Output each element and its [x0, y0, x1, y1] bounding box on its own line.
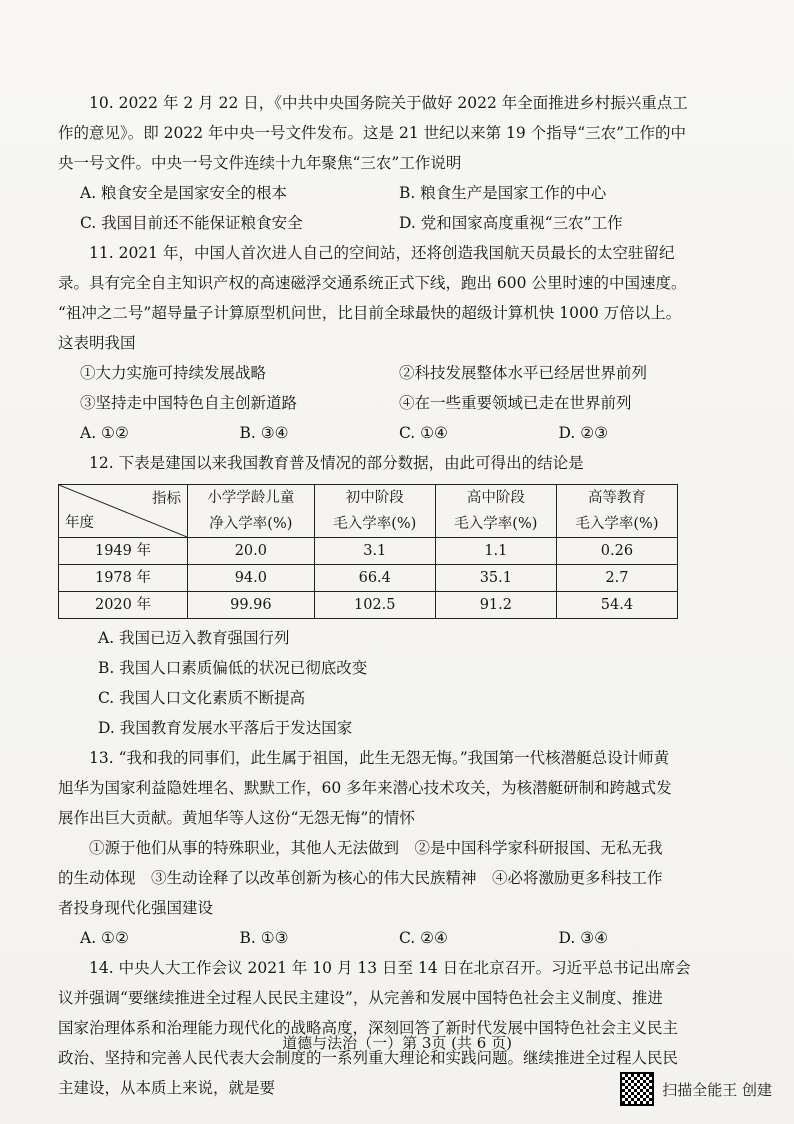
q13-stem-line-1: 13. “我和我的同事们，此生属于祖国，此生无怨无悔。”我国第一代核潜艇总设计师黄	[89, 749, 670, 767]
q12-option-b: B. 我国人口素质偏低的状况已彻底改变	[98, 659, 368, 677]
table-cell: 2.7	[556, 565, 677, 592]
q11-option-b: B. ③④	[239, 424, 289, 442]
question-14	[58, 953, 718, 1103]
page-footer: 道德与法治（一）第 3页 (共 6 页)	[282, 1034, 512, 1052]
q14-stem-line-5: 主建设，从本质上来说，就是要	[58, 1079, 276, 1097]
q11-option-c: C. ①④	[399, 424, 448, 442]
q11-statements	[80, 358, 718, 418]
q13-option-d: D. ③④	[558, 929, 609, 947]
q10-option-a: A. 粮食安全是国家安全的根本	[80, 184, 288, 202]
q10-option-b: B. 粮食生产是国家工作的中心	[399, 184, 607, 202]
q11-option-d: D. ②③	[558, 424, 609, 442]
header-higher-l2: 毛入学率(%)	[575, 516, 659, 532]
q13-option-b: B. ①③	[239, 929, 289, 947]
question-13	[58, 743, 718, 953]
table-cell: 66.4	[314, 565, 435, 592]
table-cell: 54.4	[556, 592, 677, 619]
q11-stem-line-2: 录。具有完全自主知识产权的高速磁浮交通系统正式下线，跑出 600 公里时速的中国速度。	[58, 274, 687, 292]
qr-code-icon	[620, 1072, 654, 1106]
header-primary-l2: 净入学率(%)	[209, 516, 293, 532]
q12-stem: 12. 下表是建国以来我国教育普及情况的部分数据，由此可得出的结论是	[89, 454, 584, 472]
header-junior-l2: 毛入学率(%)	[333, 516, 417, 532]
q12-option-d: D. 我国教育发展水平落后于发达国家	[98, 719, 353, 737]
table-cell: 1.1	[435, 538, 556, 565]
table-cell: 99.96	[188, 592, 315, 619]
question-content	[58, 88, 718, 1103]
q14-stem-line-3: 国家治理体系和治理能力现代化的战略高度，深刻回答了新时代发展中国特色社会主义民主	[58, 1019, 679, 1037]
header-primary-l1: 小学学龄儿童	[207, 490, 295, 506]
q13-statements-line-1: ①源于他们从事的特殊职业，其他人无法做到 ②是中国科学家科研报国、无私无我	[89, 839, 663, 857]
q11-options	[80, 418, 718, 448]
question-11	[58, 238, 718, 448]
table-header-row	[59, 485, 678, 538]
table-cell: 3.1	[314, 538, 435, 565]
table-row	[59, 592, 678, 619]
table-cell: 20.0	[188, 538, 315, 565]
header-higher-l1: 高等教育	[587, 490, 646, 506]
q13-stem-line-2: 旭华为国家利益隐姓埋名、默默工作，60 多年来潜心技术攻关，为核潜艇研制和跨越式发	[58, 779, 672, 797]
q13-option-c: C. ②④	[399, 929, 448, 947]
table-cell: 1978 年	[59, 565, 188, 592]
q13-statements-line-2: 的生动体现 ③生动诠释了以改革创新为核心的伟大民族精神 ④必将激励更多科技工作	[58, 869, 663, 887]
q13-options	[80, 923, 718, 953]
question-12	[58, 448, 718, 743]
q13-statements-line-3: 者投身现代化强国建设	[58, 899, 214, 917]
question-10	[58, 88, 718, 238]
q11-option-a: A. ①②	[80, 424, 129, 442]
q14-stem-line-1: 14. 中央人大工作会议 2021 年 10 月 13 日至 14 日在北京召开。习近平总书记出席会	[89, 959, 691, 977]
table-cell: 0.26	[556, 538, 677, 565]
header-senior	[435, 485, 556, 538]
q10-option-d: D. 党和国家高度重视“三农”工作	[399, 214, 623, 232]
q11-statement-4: ④在一些重要领域已走在世界前列	[399, 394, 632, 412]
q10-stem-line-2: 作的意见》。即 2022 年中央一号文件发布。这是 21 世纪以来第 19 个指导“三农”工作的中	[58, 124, 687, 142]
table-corner-cell	[59, 485, 188, 538]
table-row	[59, 565, 678, 592]
table-cell: 35.1	[435, 565, 556, 592]
q11-statement-1: ①大力实施可持续发展战略	[80, 364, 267, 382]
q13-stem-line-3: 展作出巨大贡献。黄旭华等人这份“无怨无悔”的情怀	[58, 809, 415, 827]
q10-option-c: C. 我国目前还不能保证粮食安全	[80, 214, 303, 232]
q14-stem-line-4: 政治、坚持和完善人民代表大会制度的一系列重大理论和实践问题。继续推进全过程人民民	[58, 1049, 679, 1067]
q14-stem-line-2: 议并强调“要继续推进全过程人民民主建设”，从完善和发展中国特色社会主义制度、推进	[58, 989, 663, 1007]
education-table	[58, 484, 678, 619]
header-junior	[314, 485, 435, 538]
q11-stem-line-1: 11. 2021 年，中国人首次进人自己的空间站，还将创造我国航天员最长的太空驻留纪	[89, 244, 675, 262]
scanner-label: 扫描全能王 创建	[662, 1080, 772, 1099]
corner-label-year: 年度	[65, 515, 94, 531]
header-primary	[188, 485, 315, 538]
table-cell: 94.0	[188, 565, 315, 592]
table-cell: 1949 年	[59, 538, 188, 565]
table-row	[59, 538, 678, 565]
q12-option-a: A. 我国已迈入教育强国行列	[98, 629, 290, 647]
q11-stem-line-3: “祖冲之二号”超导量子计算原型机问世，比目前全球最快的超级计算机快 1000 万倍以上。	[58, 304, 682, 322]
table-cell: 102.5	[314, 592, 435, 619]
q11-statement-3: ③坚持走中国特色自主创新道路	[80, 394, 298, 412]
q10-options	[80, 178, 718, 238]
header-senior-l2: 毛入学率(%)	[454, 516, 538, 532]
header-junior-l1: 初中阶段	[345, 490, 404, 506]
table-cell: 2020 年	[59, 592, 188, 619]
q10-stem-line-1: 10. 2022 年 2 月 22 日，《中共中央国务院关于做好 2022 年全面推进乡村振兴重点工	[89, 94, 688, 112]
header-senior-l1: 高中阶段	[466, 490, 525, 506]
header-higher	[556, 485, 677, 538]
table-cell: 91.2	[435, 592, 556, 619]
q11-statement-2: ②科技发展整体水平已经居世界前列	[399, 364, 648, 382]
scanner-watermark	[620, 1072, 772, 1106]
q11-stem-line-4: 这表明我国	[58, 334, 136, 352]
corner-label-indicator: 指标	[152, 491, 181, 507]
q13-option-a: A. ①②	[80, 929, 129, 947]
q12-option-c: C. 我国人口文化素质不断提高	[98, 689, 306, 707]
q10-stem-line-3: 央一号文件。中央一号文件连续十九年聚焦“三农”工作说明	[58, 154, 462, 172]
